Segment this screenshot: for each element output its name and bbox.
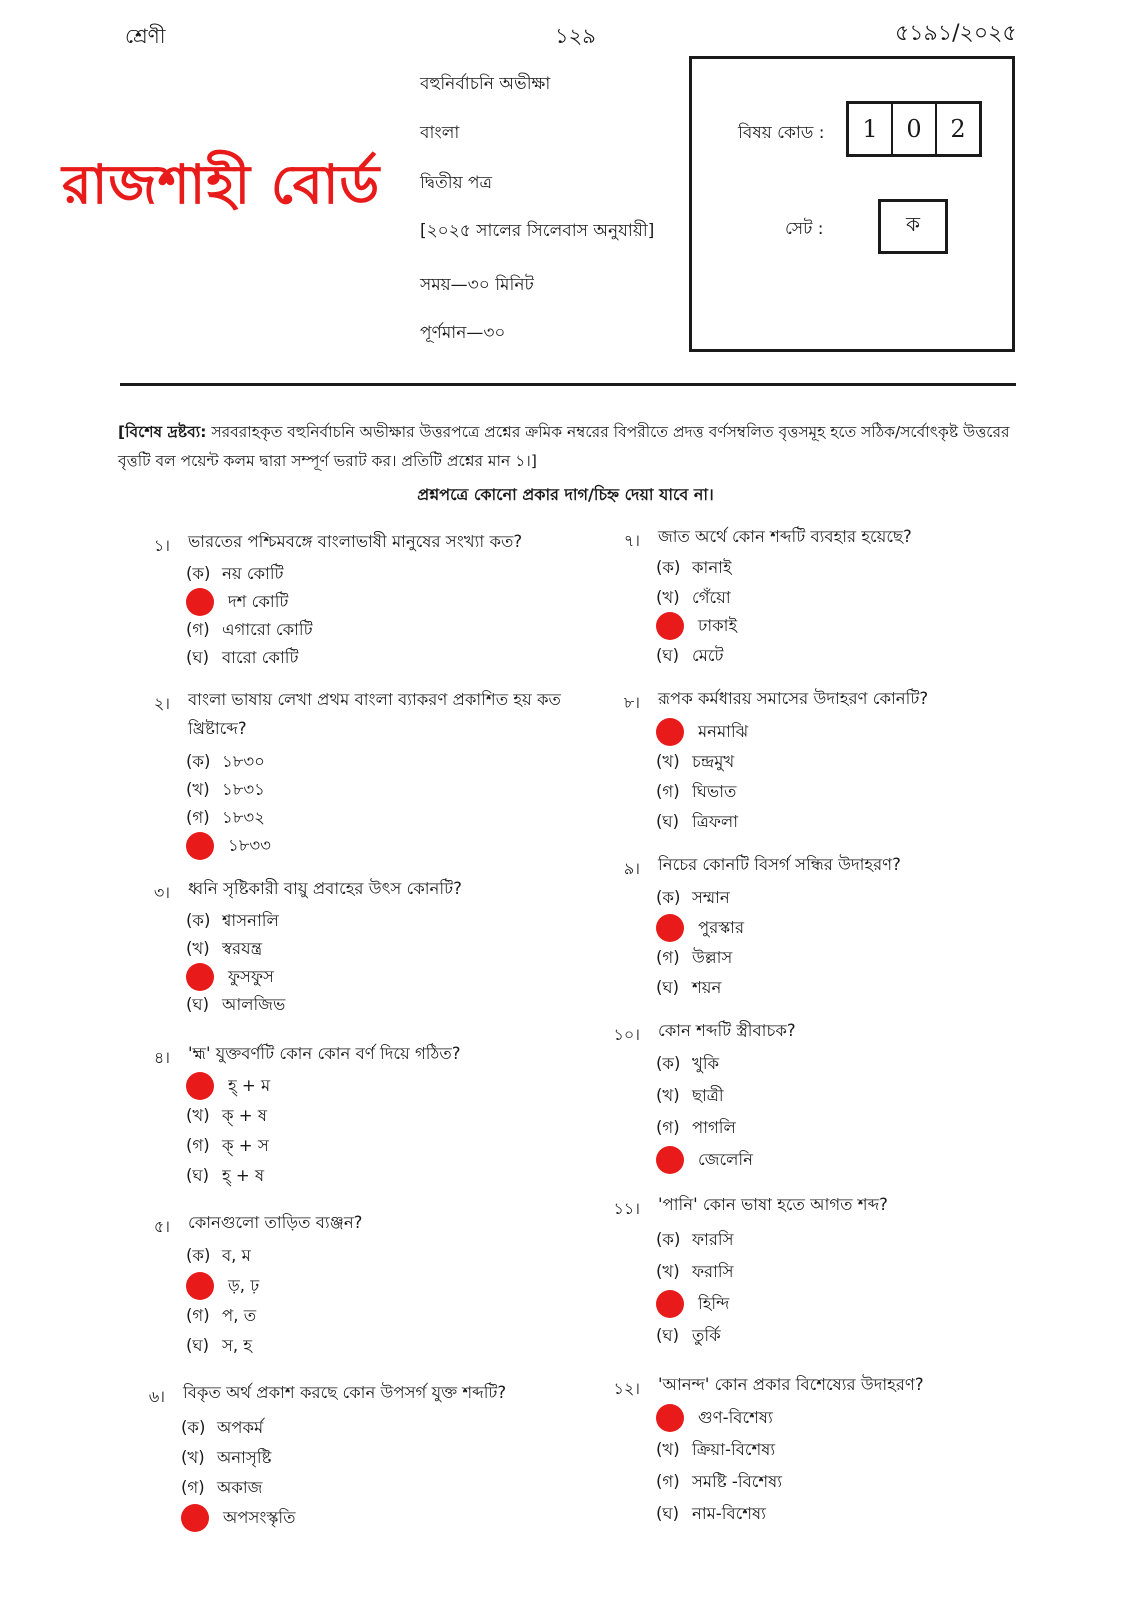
answer-option[interactable] xyxy=(186,963,274,991)
option-text: প, ত xyxy=(222,1305,257,1325)
option-label: (গ) xyxy=(656,1471,680,1491)
option-text: সমষ্টি -বিশেষ্য xyxy=(692,1471,783,1491)
option-text: নয় কোটি xyxy=(222,563,284,583)
question-text: 'পানি' কোন ভাষা হতে আগত শব্দ? xyxy=(658,1195,888,1214)
option-text: ১৮৩১ xyxy=(222,779,265,799)
option-text: ক্ + ষ xyxy=(222,1105,267,1125)
option-text: শ্বাসনালি xyxy=(222,910,279,930)
option-label: (খ) xyxy=(656,1261,680,1281)
answer-option[interactable] xyxy=(186,832,271,860)
answer-option[interactable] xyxy=(186,560,284,588)
set-label: সেট : xyxy=(785,219,824,239)
question-text: বাংলা ভাষায় লেখা প্রথম বাংলা ব্যাকরণ প্রকাশিত হয় কত খ্রিষ্টাব্দে? xyxy=(188,690,561,738)
filled-answer-circle xyxy=(186,1072,214,1100)
option-text: গুণ-বিশেষ্য xyxy=(698,1407,773,1427)
filled-answer-circle xyxy=(656,914,684,942)
filled-answer-circle xyxy=(656,718,684,746)
option-text: ড়, ঢ় xyxy=(228,1275,260,1295)
filled-answer-circle xyxy=(656,1290,684,1318)
option-text: স, হ xyxy=(222,1335,253,1355)
answer-option[interactable] xyxy=(656,612,737,640)
answer-option[interactable] xyxy=(656,554,732,582)
option-text: ১৮৩০ xyxy=(222,751,265,771)
time-limit: সময়—৩০ মিনিট xyxy=(420,275,534,295)
option-text: ত্রিফলা xyxy=(692,811,738,831)
set-value: ক xyxy=(878,199,948,254)
subject-code-digit: 0 xyxy=(893,104,937,154)
option-text: ১৮৩৩ xyxy=(228,835,271,855)
option-text: হ্ + ম xyxy=(228,1075,271,1095)
option-text: সম্মান xyxy=(692,887,730,907)
option-text: জেলেনি xyxy=(698,1149,753,1169)
instruction: প্রশ্নপত্রে কোনো প্রকার দাগ/চিহ্ন দেয়া যাবে না। xyxy=(417,485,714,504)
answer-option[interactable] xyxy=(186,1132,269,1160)
top-left-label: শ্রেণী xyxy=(125,24,166,48)
answer-option[interactable] xyxy=(656,1146,753,1174)
subject-code-label: বিষয় কোড : xyxy=(738,123,825,143)
option-text: ছাত্রী xyxy=(692,1085,724,1105)
option-text: এগারো কোটি xyxy=(222,619,313,639)
option-text: খুকি xyxy=(692,1053,720,1073)
option-label: (ঘ) xyxy=(656,1325,680,1345)
question-text: কোনগুলো তাড়িত ব্যঞ্জন? xyxy=(188,1213,363,1232)
option-text: চন্দ্রমুখ xyxy=(692,751,735,771)
special-note xyxy=(118,418,1016,476)
exam-type: বহুনির্বাচনি অভীক্ষা xyxy=(420,74,551,94)
option-text: দশ কোটি xyxy=(228,591,289,611)
answer-option[interactable] xyxy=(656,1290,729,1318)
option-label: (ঘ) xyxy=(656,811,680,831)
option-text: শয়ন xyxy=(692,977,722,997)
answer-option[interactable] xyxy=(186,935,262,963)
option-label: (ক) xyxy=(186,563,211,583)
filled-answer-circle xyxy=(656,1404,684,1432)
answer-option[interactable] xyxy=(656,584,731,612)
option-text: ফুসফুস xyxy=(228,966,274,986)
option-text: উল্লাস xyxy=(692,947,733,967)
option-label: (গ) xyxy=(656,1117,680,1137)
answer-option[interactable] xyxy=(186,1072,270,1100)
page-number: ১২৯ xyxy=(555,24,596,48)
answer-option[interactable] xyxy=(656,1404,773,1432)
subject-name: বাংলা xyxy=(420,123,460,143)
option-text: বারো কোটি xyxy=(222,647,299,667)
question-number: ৪। xyxy=(153,1048,170,1067)
question-number: ১০। xyxy=(613,1025,640,1044)
filled-answer-circle xyxy=(656,1146,684,1174)
answer-option[interactable] xyxy=(186,1242,251,1270)
option-label: (ঘ) xyxy=(186,647,210,667)
note-heading: [বিশেষ দ্রষ্টব্য: xyxy=(118,423,207,441)
option-text: তুর্কি xyxy=(692,1325,721,1345)
option-text: পাগলি xyxy=(692,1117,736,1137)
option-text: গেঁয়ো xyxy=(692,587,731,607)
question-text: বিকৃত অর্থ প্রকাশ করছে কোন উপসর্গ যুক্ত শব্দটি? xyxy=(183,1383,507,1402)
question-number: ৬। xyxy=(148,1387,165,1406)
option-label: (ঘ) xyxy=(186,1335,210,1355)
option-label: (ঘ) xyxy=(186,1165,210,1185)
option-label: (গ) xyxy=(186,1305,210,1325)
option-text: ঘিভাত xyxy=(692,781,737,801)
option-label: (খ) xyxy=(186,1105,210,1125)
question-number: ৯। xyxy=(623,859,640,878)
option-label: (খ) xyxy=(656,751,680,771)
option-text: মনমাঝি xyxy=(698,721,749,741)
answer-option[interactable] xyxy=(656,642,723,670)
filled-answer-circle xyxy=(186,832,214,860)
answer-option[interactable] xyxy=(656,914,744,942)
question-number: ৭। xyxy=(623,531,640,550)
answer-option[interactable] xyxy=(186,776,265,804)
option-label: (ক) xyxy=(656,887,681,907)
option-text: মেটে xyxy=(692,645,724,665)
option-text: ফরাসি xyxy=(692,1261,734,1281)
answer-option[interactable] xyxy=(186,804,265,832)
option-label: (খ) xyxy=(186,779,210,799)
answer-option[interactable] xyxy=(656,1436,775,1464)
option-text: ক্রিয়া-বিশেষ্য xyxy=(692,1439,776,1459)
option-label: (ক) xyxy=(186,910,211,930)
answer-option[interactable] xyxy=(656,1226,734,1254)
question-number: ২। xyxy=(153,694,170,713)
question-number: ১। xyxy=(153,536,170,555)
option-label: (খ) xyxy=(656,1439,680,1459)
question-text: 'হ্ম' যুক্তবর্ণটি কোন কোন বর্ণ দিয়ে গঠিত? xyxy=(188,1044,461,1063)
question-number: ১১। xyxy=(613,1199,640,1218)
question-text: কোন শব্দটি স্ত্রীবাচক? xyxy=(658,1021,796,1040)
option-label: (গ) xyxy=(656,947,680,967)
option-label: (গ) xyxy=(181,1477,205,1497)
answer-option[interactable] xyxy=(181,1444,271,1472)
option-text: ক্ + স xyxy=(222,1135,269,1155)
option-label: (গ) xyxy=(656,781,680,801)
question-text: 'আনন্দ' কোন প্রকার বিশেষ্যের উদাহরণ? xyxy=(658,1375,924,1394)
option-label: (ঘ) xyxy=(656,645,680,665)
option-text: অনাসৃষ্টি xyxy=(217,1447,272,1467)
question-text: নিচের কোনটি বিসর্গ সন্ধির উদাহরণ? xyxy=(658,855,901,874)
answer-option[interactable] xyxy=(186,1102,267,1130)
answer-option[interactable] xyxy=(186,644,298,672)
question-number: ৫। xyxy=(153,1217,170,1236)
answer-option[interactable] xyxy=(656,1322,721,1350)
answer-option[interactable] xyxy=(186,1272,259,1300)
exam-code: ৫১৯১/২০২৫ xyxy=(895,21,1017,46)
option-text: ব, ম xyxy=(222,1245,251,1265)
answer-option[interactable] xyxy=(656,808,738,836)
option-label: (ঘ) xyxy=(186,994,210,1014)
answer-option[interactable] xyxy=(186,907,279,935)
question-number: ৮। xyxy=(623,693,640,712)
note-text: সরবরাহকৃত বহুনির্বাচনি অভীক্ষার উত্তরপত্রে প্রশ্নের ক্রমিক নম্বরের বিপরীতে প্রদত্ত বর্ণসম্বলিত বৃত্তসমূহ হতে সঠিক/সর্বোৎকৃষ্ট উত্তরের বৃত্তটি বল পয়েন্ট কলম দ্বারা সম্পূর্ণ ভরাট কর। প্রতিটি প্রশ্নের মান ১।] xyxy=(118,423,1010,470)
question-number: ৩। xyxy=(153,883,170,902)
option-text: অপসংস্কৃতি xyxy=(223,1507,296,1527)
option-text: স্বরযন্ত্র xyxy=(222,938,263,958)
filled-answer-circle xyxy=(656,612,684,640)
option-label: (ক) xyxy=(186,751,211,771)
option-text: ১৮৩২ xyxy=(222,807,265,827)
answer-option[interactable] xyxy=(656,1500,766,1528)
option-text: আলজিভ xyxy=(222,994,286,1014)
option-label: (খ) xyxy=(656,1085,680,1105)
option-text: ফারসি xyxy=(692,1229,734,1249)
option-label: (ক) xyxy=(656,1053,681,1073)
option-label: (ক) xyxy=(656,557,681,577)
question-text: ভারতের পশ্চিমবঙ্গে বাংলাভাষী মানুষের সংখ্যা কত? xyxy=(188,532,523,551)
option-label: (খ) xyxy=(656,587,680,607)
option-text: নাম-বিশেষ্য xyxy=(692,1503,766,1523)
option-label: (ক) xyxy=(186,1245,211,1265)
header-divider xyxy=(120,383,1016,386)
option-label: (ক) xyxy=(181,1417,206,1437)
option-label: (ঘ) xyxy=(656,977,680,997)
answer-option[interactable] xyxy=(181,1474,262,1502)
subject-code-digit: 1 xyxy=(849,104,893,154)
answer-option[interactable] xyxy=(186,616,313,644)
filled-answer-circle xyxy=(181,1504,209,1532)
answer-option[interactable] xyxy=(656,1258,734,1286)
question-text: রূপক কর্মধারয় সমাসের উদাহরণ কোনটি? xyxy=(658,689,929,708)
answer-option[interactable] xyxy=(186,1332,252,1360)
option-label: (খ) xyxy=(186,938,210,958)
answer-option[interactable] xyxy=(656,778,736,806)
question-text: ধ্বনি সৃষ্টিকারী বায়ু প্রবাহের উৎস কোনটি? xyxy=(188,879,462,898)
answer-option[interactable] xyxy=(181,1504,295,1532)
filled-answer-circle xyxy=(186,1272,214,1300)
answer-option[interactable] xyxy=(186,1162,264,1190)
answer-option[interactable] xyxy=(656,1082,724,1110)
paper-name: দ্বিতীয় পত্র xyxy=(420,173,493,193)
option-label: (গ) xyxy=(186,1135,210,1155)
answer-option[interactable] xyxy=(186,1302,256,1330)
answer-option[interactable] xyxy=(656,1468,782,1496)
filled-answer-circle xyxy=(186,963,214,991)
board-title: রাজশাহী বোর্ড xyxy=(62,153,381,216)
option-text: অপকর্ম xyxy=(217,1417,264,1437)
full-marks: পূর্ণমান—৩০ xyxy=(420,323,506,343)
answer-option[interactable] xyxy=(656,1114,736,1142)
option-label: (খ) xyxy=(181,1447,205,1467)
answer-option[interactable] xyxy=(656,944,732,972)
answer-option[interactable] xyxy=(656,718,748,746)
option-text: হ্ + ষ xyxy=(222,1165,265,1185)
filled-answer-circle xyxy=(186,588,214,616)
option-label: (গ) xyxy=(186,619,210,639)
answer-option[interactable] xyxy=(186,588,288,616)
question-text: জাত অর্থে কোন শব্দটি ব্যবহার হয়েছে? xyxy=(658,527,912,546)
option-text: অকাজ xyxy=(217,1477,263,1497)
answer-option[interactable] xyxy=(186,748,265,776)
subject-code-cells xyxy=(846,101,982,157)
subject-code-digit: 2 xyxy=(950,115,966,143)
option-text: ঢাকাই xyxy=(698,615,738,635)
option-text: হিন্দি xyxy=(698,1293,730,1313)
answer-option[interactable] xyxy=(656,1050,719,1078)
question-number: ১২। xyxy=(613,1379,640,1398)
option-text: পুরস্কার xyxy=(698,917,745,937)
answer-option[interactable] xyxy=(656,974,721,1002)
option-label: (গ) xyxy=(186,807,210,827)
option-label: (ঘ) xyxy=(656,1503,680,1523)
answer-option[interactable] xyxy=(186,991,285,1019)
option-text: কানাই xyxy=(692,557,732,577)
option-label: (ক) xyxy=(656,1229,681,1249)
answer-option[interactable] xyxy=(181,1414,263,1442)
answer-option[interactable] xyxy=(656,748,734,776)
answer-option[interactable] xyxy=(656,884,730,912)
syllabus-note: [২০২৫ সালের সিলেবাস অনুযায়ী] xyxy=(420,221,655,241)
